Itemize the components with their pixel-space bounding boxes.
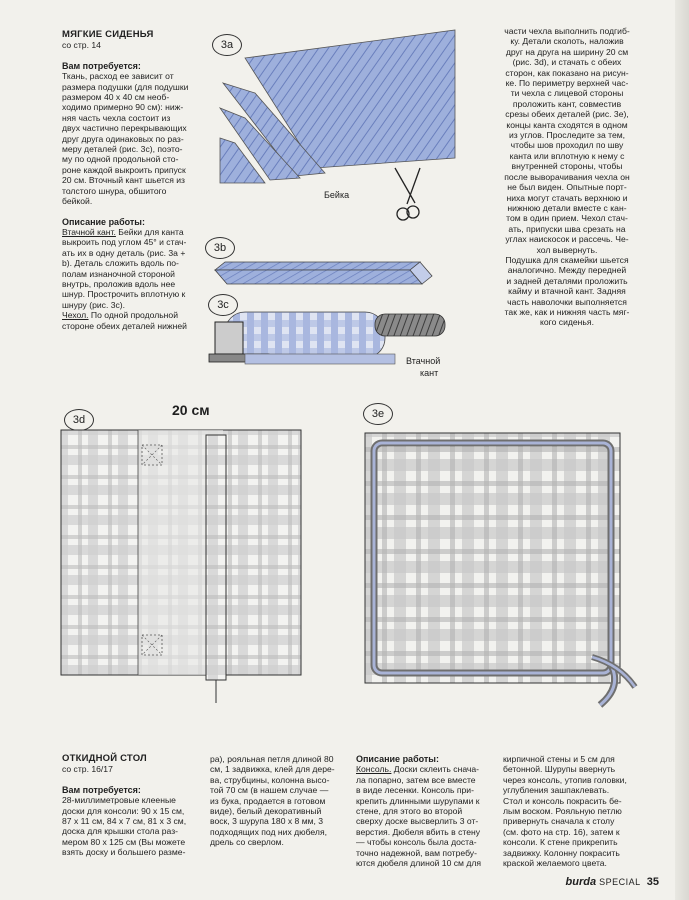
run-in-heading: Втачной кант. [62,226,116,237]
text-line [356,764,496,774]
text-run: По одной продольной [88,310,179,321]
folding-table-column-2 [210,754,350,848]
text-run: внутрь, проложив вдоль нее [62,278,176,289]
text-line: бейкой. [62,196,93,207]
text-line [356,827,496,837]
needs-text [62,71,204,206]
text-line: мером 80 х 125 см (Вы можете [62,836,186,847]
text-line [356,837,496,847]
soft-seats-continuation [497,26,637,328]
figure-label-3b: 3b [205,237,235,259]
text-line: ать, припуски шва срезать на [508,223,626,234]
text-line: 20 см. Вточный кант шьется из [62,175,185,186]
text-line: проложить кант, совместив [512,98,622,109]
text-line [62,237,204,247]
text-line: друг на друга на ширину 20 см [505,46,629,57]
text-line: из бука, продается в готовом [210,795,326,806]
folding-table-column-1 [62,754,204,858]
text-line: через консоль, утопив головки, [503,774,627,785]
text-line: не был виден. Опытные порт- [507,182,627,193]
text-line: дрель со сверлом. [210,837,284,848]
work-heading: Описание работы: [62,216,145,227]
text-run: шнур. Прострочить вплотную к [62,289,186,300]
text-line: части чехла выполнить подгиб- [504,26,630,36]
text-line: кайму и втачной кант. Задняя [508,286,626,297]
text-line: так же, как и нижняя часть мяг- [504,306,630,317]
text-line: задвижку. Колонну покрасить [503,847,620,858]
piping-label-line2: кант [420,368,439,378]
text-run: выкроить под углом 45° и стач- [62,237,187,248]
text-line: подходящих под них дюбеля, [210,826,327,837]
text-run: точно надежной, вам потребу- [356,847,477,858]
text-line [62,310,204,320]
bias-label: Бейка [324,190,350,200]
text-line: той 70 см (в нашем случае — [210,785,329,796]
text-line: кирпичной стены и 5 см для [503,754,615,764]
text-line: чтобы шов проходил по шву [510,140,624,151]
figure-3a-bias-strips [215,28,475,238]
text-line: 87 х 11 см, 84 х 7 см, 81 х 3 см, [62,816,187,827]
text-line: лым воском. Рояльную петлю [503,806,622,817]
text-line: после выворачивания чехла он [504,171,630,182]
figure-label-3e: 3e [363,403,393,425]
section2-work-heading: Описание работы: [356,754,439,764]
text-line [62,258,204,268]
piping-label-line1: Втачной [406,356,441,366]
text-line: ва, струбцины, колонна высо- [210,774,330,785]
text-line: хол вывернуть. [536,244,598,255]
text-line: нижнюю детали вместе с кан- [507,202,627,213]
text-run: в виде лесенки. Консоль при- [356,785,474,796]
text-line: канта или вплотную к нему с [509,150,625,161]
text-line [356,785,496,795]
text-line: Подушка для скамейки шьется [505,254,629,265]
section2-needs-heading: Вам потребуется: [62,784,141,795]
text-line: внутренней стороны, чтобы [511,161,623,172]
text-run: b). Деталь сложить вдоль по- [62,258,179,269]
text-run: полам изнаночной стороной [62,268,175,279]
text-line: взять доску и большего разме- [62,847,186,858]
soft-seats-column [62,30,204,331]
text-line: друг друга одинаковых по раз- [62,133,184,144]
text-line: размера подушки (для подушки [62,81,189,92]
text-run: Доски склеить снача- [391,764,480,775]
text-run: ать их в одну деталь (рис. 3а + [62,247,186,258]
text-line: воск, 3 шурупа 180 х 8 мм, 3 [210,816,324,827]
text-line [356,816,496,826]
text-line [62,289,204,299]
work-text [62,227,204,331]
figure-label-3a: 3a [212,34,242,56]
text-line [356,775,496,785]
text-line: ходимо примерно 90 см): ниж- [62,102,184,113]
text-line: доски для консоли: 90 х 15 см, [62,805,185,816]
text-line: том в один прием. Чехол стач- [506,213,628,224]
text-line: кого сиденья. [540,317,594,328]
run-in-heading: Чехол. [62,310,89,321]
text-run: ются дюбеля длиной 10 см для [356,858,482,869]
text-run: Бейки для канта [115,226,184,237]
text-line: доска для крышки стола раз- [62,826,179,837]
text-line: сторон, как показано на рисун- [505,67,629,78]
section2-title: ОТКИДНОЙ СТОЛ [62,753,147,764]
text-line [62,248,204,258]
text-line [62,300,204,310]
text-line [62,279,204,289]
brand-special: SPECIAL [599,877,641,887]
folding-table-column-4 [503,754,643,868]
figure-3b-folded-strip [210,240,440,300]
text-run: ла попарно, затем все вместе [356,774,476,785]
text-line: краской желаемого цвета. [503,858,607,869]
text-line: см, 1 задвижка, клей для дере- [210,764,335,775]
figure-3d-overlapped-panels [58,425,308,705]
section2-source: со стр. 16/17 [62,764,113,775]
text-line [356,806,496,816]
text-line: ти чехла с лицевой стороны [510,88,624,99]
section-title: МЯГКИЕ СИДЕНЬЯ [62,29,154,40]
brand-logo: burda [565,876,597,888]
text-run: шнуру (рис. 3с). [62,299,126,310]
text-line: концы канта сходятся в одном [506,119,628,130]
page-number: 35 [646,876,659,888]
text-line: ку. Детали сколоть, наложив [510,36,624,47]
text-line [62,321,204,331]
text-line: виде), белый декоративный [210,806,322,817]
text-line [62,269,204,279]
text-line: Стол и консоль покрасить бе- [503,795,622,806]
text-line: ниха могут стачать верхнюю и [506,192,628,203]
text-line [356,858,496,868]
text-run: стороне обеих деталей нижней [62,320,187,331]
text-line: ке. По периметру верхней час- [505,78,629,89]
text-line: толстого шнура, обшитого [62,185,167,196]
text-line: меру деталей (рис. 3с), поэто- [62,144,183,155]
text-run: — чтобы консоль была доста- [356,837,477,848]
text-line: и задней деталями проложить [506,275,628,286]
text-line: углах наискосок и рассечь. Че- [505,234,629,245]
text-line: Ткань, расход ее зависит от [62,71,174,82]
source-reference: со стр. 14 [62,40,101,51]
text-line: му по одной продольной сто- [62,154,179,165]
text-line: двух частично перекрывающих [62,123,187,134]
folding-table-column-3 [356,754,496,868]
text-line [356,848,496,858]
text-line: ра), рояльная петля длиной 80 [210,754,334,764]
text-line: (рис. 3d), и стачать с обеих [512,57,622,68]
figure-label-3d: 3d [64,409,94,431]
text-line: размером 40 х 40 см необ- [62,92,170,103]
text-run: сверху доске высверлить 3 от- [356,816,479,827]
section2-work-text [356,764,496,868]
text-line: консоли. К стене прикрепить [503,837,618,848]
text-line: из углов. Проследите за тем, [508,130,626,141]
width-label: 20 см [172,402,210,418]
page-footer [566,876,659,888]
figure-3e-panel-with-piping [360,425,640,715]
needs-heading: Вам потребуется: [62,60,141,71]
text-run: крепить длинными шурупами к [356,795,480,806]
text-line: аналогично. Между передней [507,265,627,276]
text-run: верстия. Дюбеля вбить в стену [356,826,481,837]
text-line [356,796,496,806]
text-line: бетонной. Шурупы ввернуть [503,764,616,775]
text-line: 28-миллиметровые клееные [62,795,176,806]
figure-label-3c: 3c [208,294,238,316]
text-run: стене, для этого во второй [356,806,463,817]
figure-3c-piping [205,292,455,382]
section2-needs-text [62,795,204,857]
page-edge [675,0,689,900]
text-line [62,227,204,237]
text-line: роне каждой выкроить припуск [62,164,186,175]
text-line: углубления зашпаклевать. [503,785,610,796]
text-line: часть наволочки выполняется [507,296,627,307]
text-line: привернуть сначала к столу [503,816,615,827]
run-in-heading: Консоль. [356,764,392,775]
text-line: срезы обеих деталей (рис. 3е), [505,109,629,120]
text-line: няя часть чехла состоит из [62,112,171,123]
text-line: (см. фото на стр. 16), затем к [503,826,620,837]
